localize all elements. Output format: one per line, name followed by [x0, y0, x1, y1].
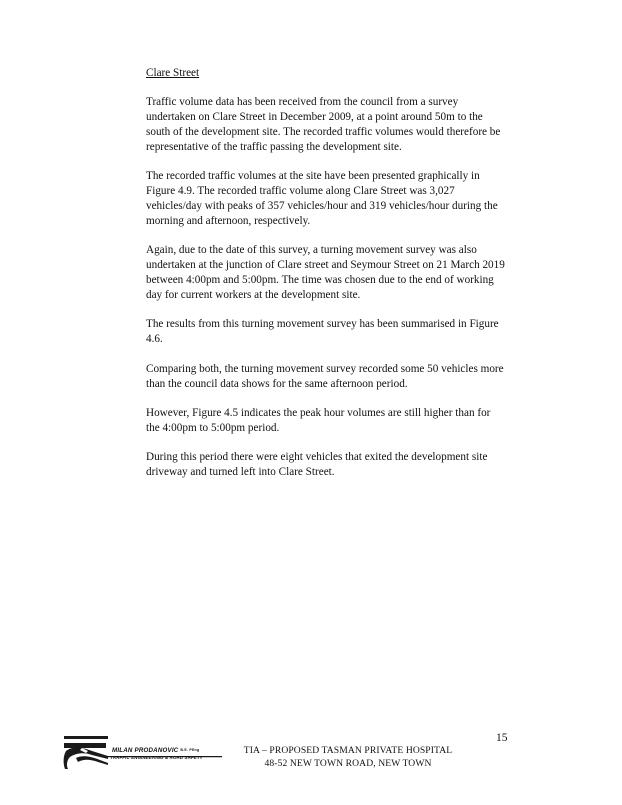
logo-credentials: B.E. PEng: [180, 748, 200, 752]
document-body: [146, 66, 506, 495]
paragraph-6: However, Figure 4.5 indicates the peak hour volumes are still higher than for the 4:00pm to 5:00pm period.: [146, 406, 491, 434]
logo-tagline: TRAFFIC ENGINEERING & ROAD SAFETY: [110, 755, 203, 760]
paragraph-5: Comparing both, the turning movement survey recorded some 50 vehicles more than the council data shows for the same afternoon period.: [146, 362, 504, 390]
logo-name: MILAN PRODANOVIC B.E. PEng: [112, 747, 200, 754]
footer-title: [228, 745, 468, 771]
footer-line-2: 48-52 NEW TOWN ROAD, NEW TOWN: [264, 757, 432, 769]
footer-line-1: TIA – PROPOSED TASMAN PRIVATE HOSPITAL: [243, 745, 453, 756]
paragraph-4: The results from this turning movement survey has been summarised in Figure 4.6.: [146, 318, 499, 346]
page-number: 15: [496, 732, 508, 744]
paragraph-2: The recorded traffic volumes at the site have been presented graphically in Figure 4.9. The recorded traffic volume along Clare Street was 3,027 vehicles/day with peaks of 357 vehicles/hour and 319 vehicles/hour during the morning and afternoon, respectively.: [146, 170, 498, 227]
paragraph-3: Again, due to the date of this survey, a turning movement survey was also undertaken at the junction of Clare street and Seymour Street on 21 March 2019 between 4:00pm and 5:00pm. The time was chosen due to the end of working day for current workers at the development site.: [146, 244, 505, 301]
paragraph-7: During this period there were eight vehicles that exited the development site driveway and turned left into Clare Street.: [146, 451, 488, 479]
section-heading: Clare Street: [146, 67, 200, 79]
paragraph-1: Traffic volume data has been received from the council from a survey undertaken on Clare Street in December 2009, at a point around 50m to the south of the development site. The recorded traffic volumes would therefore be representative of the traffic passing the development site.: [146, 95, 501, 153]
